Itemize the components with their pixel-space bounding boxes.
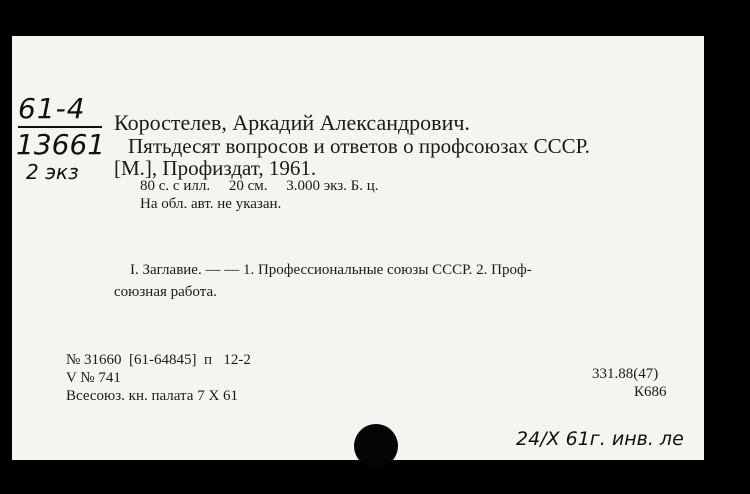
tracings-line-1: I. Заглавие. — — 1. Профессиональные союзы СССР. 2. Проф- — [130, 262, 532, 278]
inventory-note: 24/X 61г. инв. ле — [516, 428, 684, 450]
imprint: [М.], Профиздат, 1961. — [114, 156, 317, 180]
chamber-stamp: Всесоюз. кн. палата 7 X 61 — [66, 388, 239, 404]
author-heading: Коростелев, Аркадий Александрович. — [114, 110, 470, 135]
note: На обл. авт. не указан. — [140, 196, 282, 212]
copies-note: 2 экз — [26, 160, 79, 184]
udc-code: 331.88(47) — [592, 366, 659, 382]
tracings-line-2: союзная работа. — [114, 284, 217, 300]
volume-number: V № 741 — [66, 370, 121, 386]
catalog-card — [12, 36, 704, 460]
card-number: № 31660 [61-64845] п 12-2 — [66, 352, 251, 368]
physical-description: 80 с. с илл. 20 см. 3.000 экз. Б. ц. — [140, 178, 379, 194]
author-mark: К686 — [634, 384, 667, 400]
shelf-mark-top: 61-4 — [18, 92, 86, 125]
title-statement: Пятьдесят вопросов и ответов о профсоюзах СССР. — [128, 134, 590, 158]
shelf-mark-number: 13661 — [16, 128, 106, 161]
punch-hole — [354, 424, 398, 468]
